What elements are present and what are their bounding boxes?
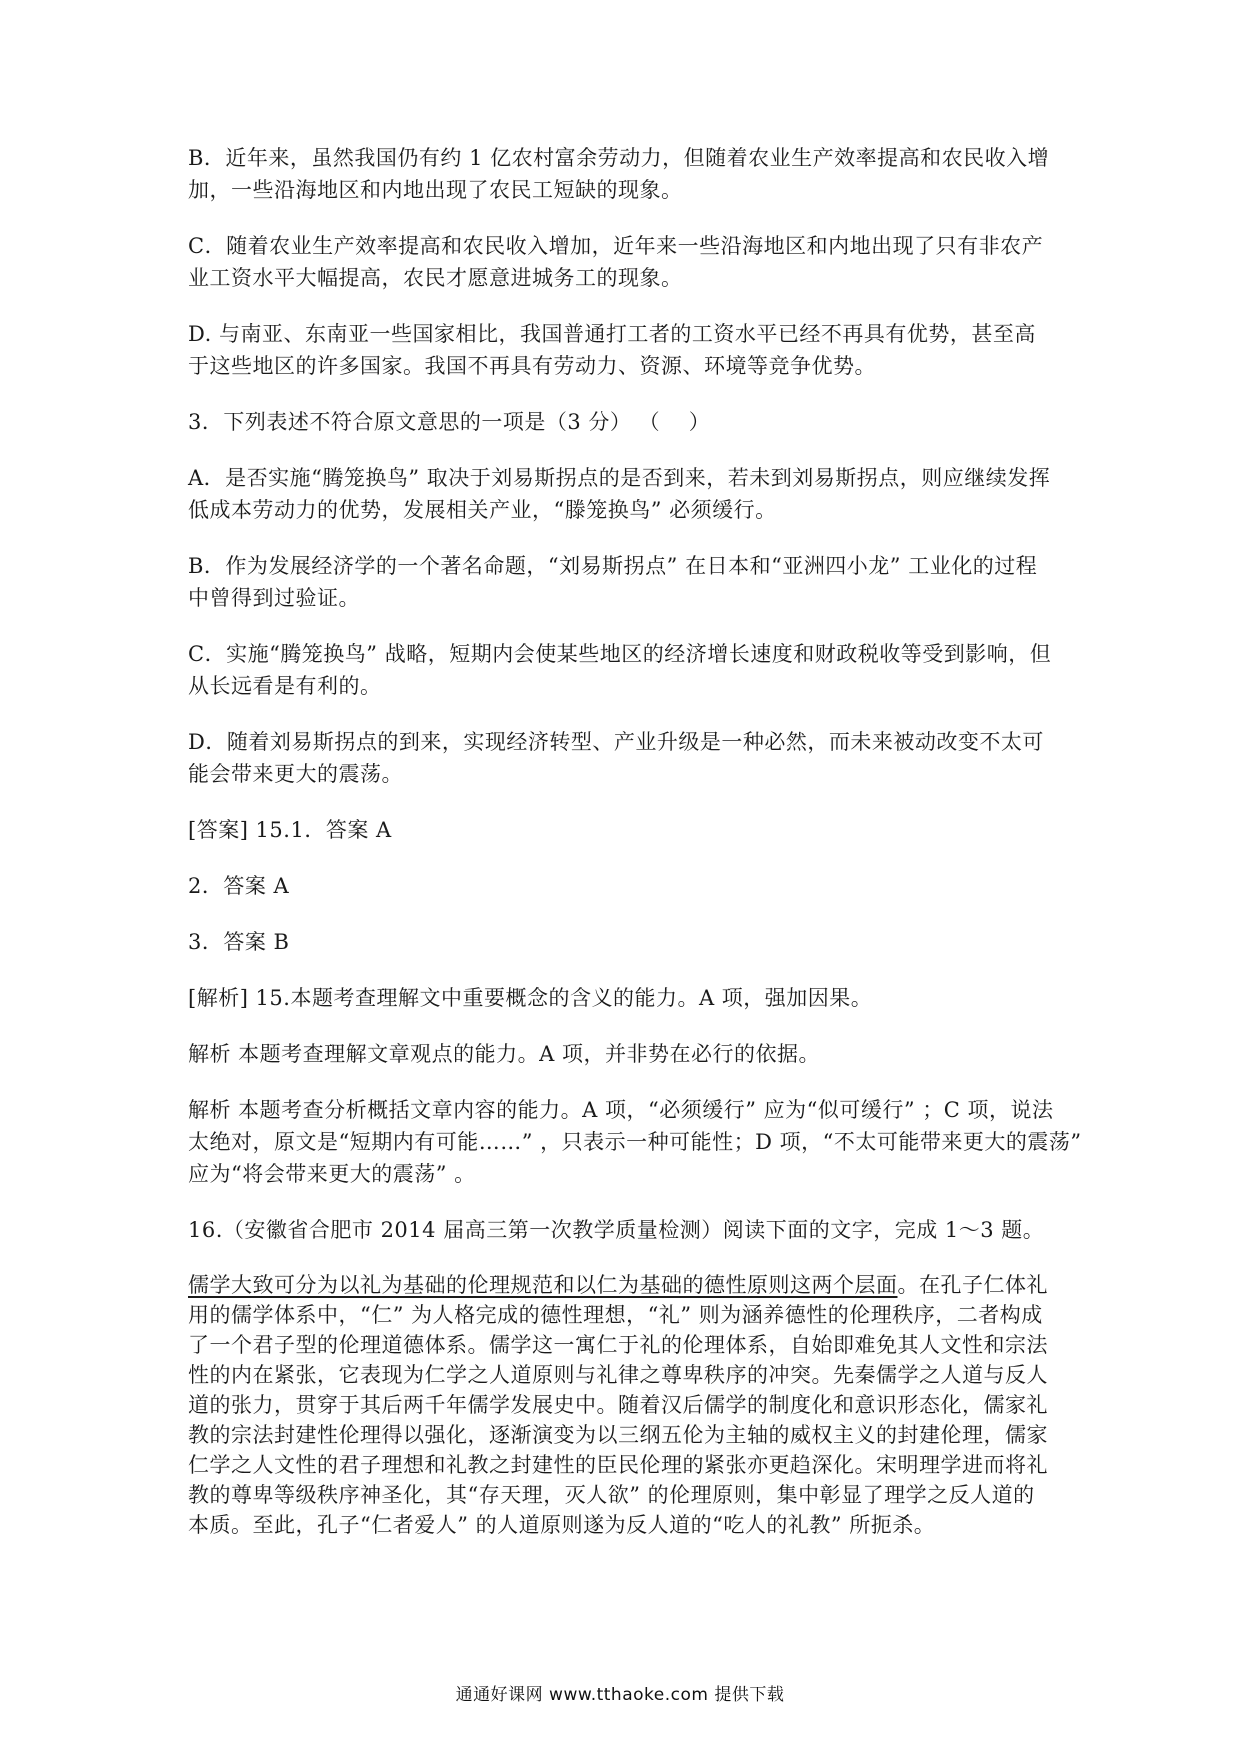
paragraph-line: D．随着刘易斯拐点的到来，实现经济转型、产业升级是一种必然，而未来被动改变不太可 bbox=[188, 730, 1044, 754]
paragraph-line: 解析 本题考查分析概括文章内容的能力。A 项，“必须缓行” 应为“似可缓行” ；C 项，说法 bbox=[188, 1098, 1054, 1122]
paragraph-line: 16.（安徽省合肥市 2014 届高三第一次教学质量检测）阅读下面的文字，完成 1～3 题。 bbox=[188, 1218, 1045, 1242]
paragraph bbox=[188, 1094, 1082, 1190]
paragraph-line: 应为“将会带来更大的震荡” 。 bbox=[188, 1162, 476, 1186]
paragraph-line: B．近年来，虽然我国仍有约 1 亿农村富余劳动力，但随着农业生产效率提高和农民收入增 bbox=[188, 146, 1050, 170]
paragraph bbox=[188, 814, 1058, 846]
passage-line: 道的张力，贯穿于其后两千年儒学发展史中。随着汉后儒学的制度化和意识形态化，儒家礼 bbox=[188, 1393, 1048, 1417]
passage-line: 本质。至此，孔子“仁者爱人” 的人道原则遂为反人道的“吃人的礼教” 所扼杀。 bbox=[188, 1513, 936, 1537]
paragraph bbox=[188, 550, 1058, 614]
passage-line: 用的儒学体系中，“仁” 为人格完成的德性理想，“礼” 则为涵养德性的伦理秩序，二者构成 bbox=[188, 1303, 1043, 1327]
passage-line: 了一个君子型的伦理道德体系。儒学这一寓仁于礼的伦理体系，自始即难免其人文性和宗法 bbox=[188, 1333, 1048, 1357]
reading-passage bbox=[188, 1270, 1058, 1540]
underlined-sentence: 儒学大致可分为以礼为基础的伦理规范和以仁为基础的德性原则这两个层面 bbox=[188, 1273, 898, 1297]
paragraph-line: [解析] 15.本题考查理解文中重要概念的含义的能力。A 项，强加因果。 bbox=[188, 986, 873, 1010]
paragraph bbox=[188, 230, 1058, 294]
paragraph bbox=[188, 142, 1058, 206]
paragraph-line: 加，一些沿海地区和内地出现了农民工短缺的现象。 bbox=[188, 178, 683, 202]
paragraph bbox=[188, 870, 1058, 902]
paragraph-line: 于这些地区的许多国家。我国不再具有劳动力、资源、环境等竞争优势。 bbox=[188, 354, 876, 378]
paragraph-line: 业工资水平大幅提高，农民才愿意进城务工的现象。 bbox=[188, 266, 683, 290]
paragraph bbox=[188, 926, 1058, 958]
document-page bbox=[188, 142, 1082, 1564]
paragraph bbox=[188, 318, 1058, 382]
passage-first-line bbox=[188, 1270, 1058, 1300]
paragraph bbox=[188, 406, 1058, 438]
passage-line: 仁学之人文性的君子理想和礼教之封建性的臣民伦理的紧张亦更趋深化。宋明理学进而将礼 bbox=[188, 1453, 1048, 1477]
paragraph-line: 中曾得到过验证。 bbox=[188, 586, 360, 610]
paragraph-line: A．是否实施“腾笼换鸟” 取决于刘易斯拐点的是否到来，若未到刘易斯拐点，则应继续发挥 bbox=[188, 466, 1051, 490]
paragraph-line: 解析 本题考查理解文章观点的能力。A 项，并非势在必行的依据。 bbox=[188, 1042, 821, 1066]
paragraph bbox=[188, 638, 1058, 702]
paragraph-line: 3．答案 B bbox=[188, 930, 290, 954]
paragraph-line: 太绝对，原文是“短期内有可能……” ，只表示一种可能性；D 项，“不太可能带来更大的震荡” bbox=[188, 1130, 1082, 1154]
paragraph-line: C．实施“腾笼换鸟” 战略，短期内会使某些地区的经济增长速度和财政税收等受到影响，但 bbox=[188, 642, 1052, 666]
paragraph-line: D. 与南亚、东南亚一些国家相比，我国普通打工者的工资水平已经不再具有优势，甚至高 bbox=[188, 322, 1036, 346]
passage-line: 教的宗法封建性伦理得以强化，逐渐演变为以三纲五伦为主轴的威权主义的封建伦理，儒家 bbox=[188, 1423, 1048, 1447]
paragraph-line: 3．下列表述不符合原文意思的一项是（3 分） （ ） bbox=[188, 410, 711, 434]
paragraph bbox=[188, 1038, 1058, 1070]
passage-line: 性的内在紧张，它表现为仁学之人道原则与礼律之尊卑秩序的冲突。先秦儒学之人道与反人 bbox=[188, 1363, 1048, 1387]
paragraph bbox=[188, 462, 1058, 526]
paragraph-line: 从长远看是有利的。 bbox=[188, 674, 382, 698]
page-footer: 通通好课网 www.tthaoke.com 提供下载 bbox=[455, 1685, 785, 1705]
passage-line: 教的尊卑等级秩序神圣化，其“存天理，灭人欲” 的伦理原则，集中彰显了理学之反人道的 bbox=[188, 1483, 1035, 1507]
question-blocks bbox=[188, 142, 1082, 1246]
paragraph bbox=[188, 982, 1058, 1014]
paragraph bbox=[188, 1214, 1058, 1246]
paragraph bbox=[188, 726, 1058, 790]
paragraph-line: 能会带来更大的震荡。 bbox=[188, 762, 403, 786]
paragraph-line: [答案] 15.1．答案 A bbox=[188, 818, 392, 842]
passage-first-line-rest: 。在孔子仁体礼 bbox=[897, 1273, 1048, 1297]
paragraph-line: 2．答案 A bbox=[188, 874, 290, 898]
paragraph-line: B．作为发展经济学的一个著名命题，“刘易斯拐点” 在日本和“亚洲四小龙” 工业化的过程 bbox=[188, 554, 1038, 578]
paragraph-line: 低成本劳动力的优势，发展相关产业，“滕笼换鸟” 必须缓行。 bbox=[188, 498, 777, 522]
paragraph-line: C．随着农业生产效率提高和农民收入增加，近年来一些沿海地区和内地出现了只有非农产 bbox=[188, 234, 1044, 258]
